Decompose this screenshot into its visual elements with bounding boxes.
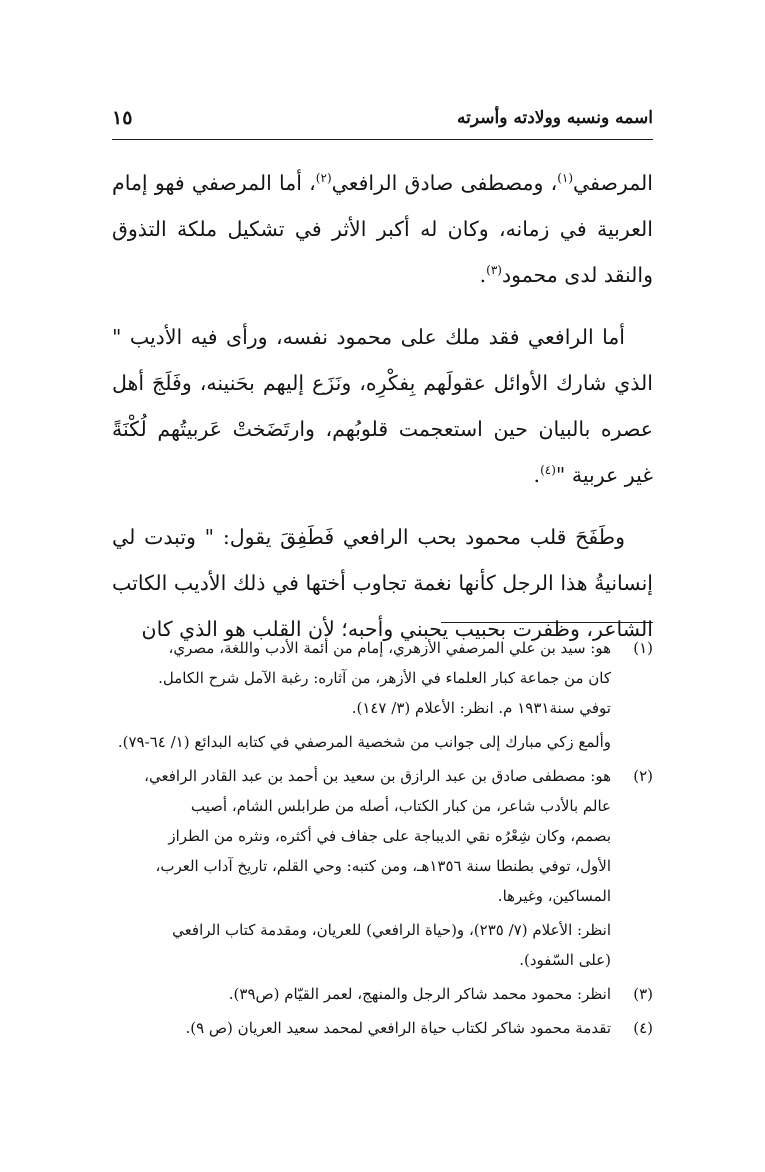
footnote-ref-1: (١) — [557, 171, 574, 186]
footnote-3 — [112, 979, 653, 1009]
paragraph-1 — [112, 160, 653, 298]
footnote-ref-4: (٤) — [540, 463, 556, 478]
text-run: أما الرافعي فقد ملك على محمود نفسه، ورأى فيه الأديب " الذي شارك الأوائل عقولَهم بِفكْرِه، ونَزَع إليهم بحَنينه، وفَلَجَ أهل عصره بالبيان حين استعجمت قلوبُهم، وارتَضَختْ عَربيتُهم لُكْنَةً غير عربية " — [112, 325, 653, 487]
footnotes — [112, 633, 653, 1047]
footnote-2 — [112, 761, 653, 975]
footnote-body — [112, 761, 611, 975]
footnote-line: بصمم، وكان شِعْرُه نقي الديباجة على جفاف في أكثره، ونثره من الطراز — [168, 827, 611, 845]
footnote-number: (١) — [633, 639, 653, 657]
footnote-body: تقدمة محمود شاكر لكتاب حياة الرافعي لمحمد سعيد العريان (ص ٩). — [185, 1019, 611, 1037]
footnote-line: المساكين، وغيرها. — [497, 887, 611, 905]
footnote-number: (٤) — [633, 1019, 653, 1037]
footnote-ref-2: (٢) — [315, 171, 332, 186]
footnote-line: توفي سنة١٩٣١ م. انظر: الأعلام (٣/ ١٤٧). — [351, 699, 611, 717]
footnote-line: عالم بالأدب شاعر، من كبار الكتاب، أصله من طرابلس الشام، أصيب — [190, 797, 611, 815]
footnote-note: انظر: الأعلام (٧/ ٢٣٥)، و(حياة الرافعي) للعريان، ومقدمة كتاب الرافعي — [172, 921, 611, 939]
footnote-body: انظر: محمود محمد شاكر الرجل والمنهج، لعمر القيّام (ص٣٩). — [228, 985, 611, 1003]
footnote-divider — [441, 622, 653, 623]
footnote-line: هو: سيد بن علي المرصفي الأزهري، إمام من أئمة الأدب واللغة، مصري، — [168, 639, 611, 657]
paragraph-2 — [112, 314, 653, 498]
text-run: ، أما المرصفي فهو إمام العربية في زمانه، وكان له أكبر الأثر في تشكيل ملكة التذوق والنقد لدى محمود — [112, 171, 653, 287]
page-number: ١٥ — [112, 107, 133, 129]
footnote-number: (٢) — [633, 767, 653, 785]
footnote-note: وألمع زكي مبارك إلى جوانب من شخصية المرصفي في كتابه البدائع (١/ ٦٤-٧٩). — [117, 733, 611, 751]
footnote-number: (٣) — [633, 985, 653, 1003]
footnote-4 — [112, 1013, 653, 1043]
text-run: ، ومصطفى صادق الرافعي — [331, 171, 558, 195]
footnote-body — [112, 633, 611, 757]
footnote-line: كان من جماعة كبار العلماء في الأزهر، من آثاره: رغبة الآمل شرح الكامل. — [158, 669, 611, 687]
chapter-title: اسمه ونسبه وولادته وأسرته — [457, 108, 653, 128]
page-header — [112, 100, 653, 136]
footnote-line: هو: مصطفى صادق بن عبد الرازق بن سعيد بن أحمد بن عبد القادر الرافعي، — [144, 767, 611, 785]
text-run: . — [479, 263, 487, 287]
main-text — [112, 160, 653, 668]
footnote-note: (على السّفود). — [519, 951, 611, 969]
header-divider — [112, 139, 653, 140]
footnote-1 — [112, 633, 653, 757]
paragraph-3: وطَفَحَ قلب محمود بحب الرافعي فَطَفِقَ يقول: " وتبدت لي إنسانيةُ هذا الرجل كأنها نغمة تجاوب أختها في ذلك الأديب الكاتب الشاعر، وظفرت بحبيب يحبني وأحبه؛ لأن القلب هو الذي كان — [112, 525, 653, 641]
text-run: . — [533, 463, 541, 487]
text-run: المرصفي — [573, 171, 653, 195]
footnote-ref-3: (٣) — [486, 263, 502, 278]
footnote-line: الأول، توفي بطنطا سنة ١٣٥٦هـ، ومن كتبه: وحي القلم، تاريخ آداب العرب، — [155, 857, 611, 875]
